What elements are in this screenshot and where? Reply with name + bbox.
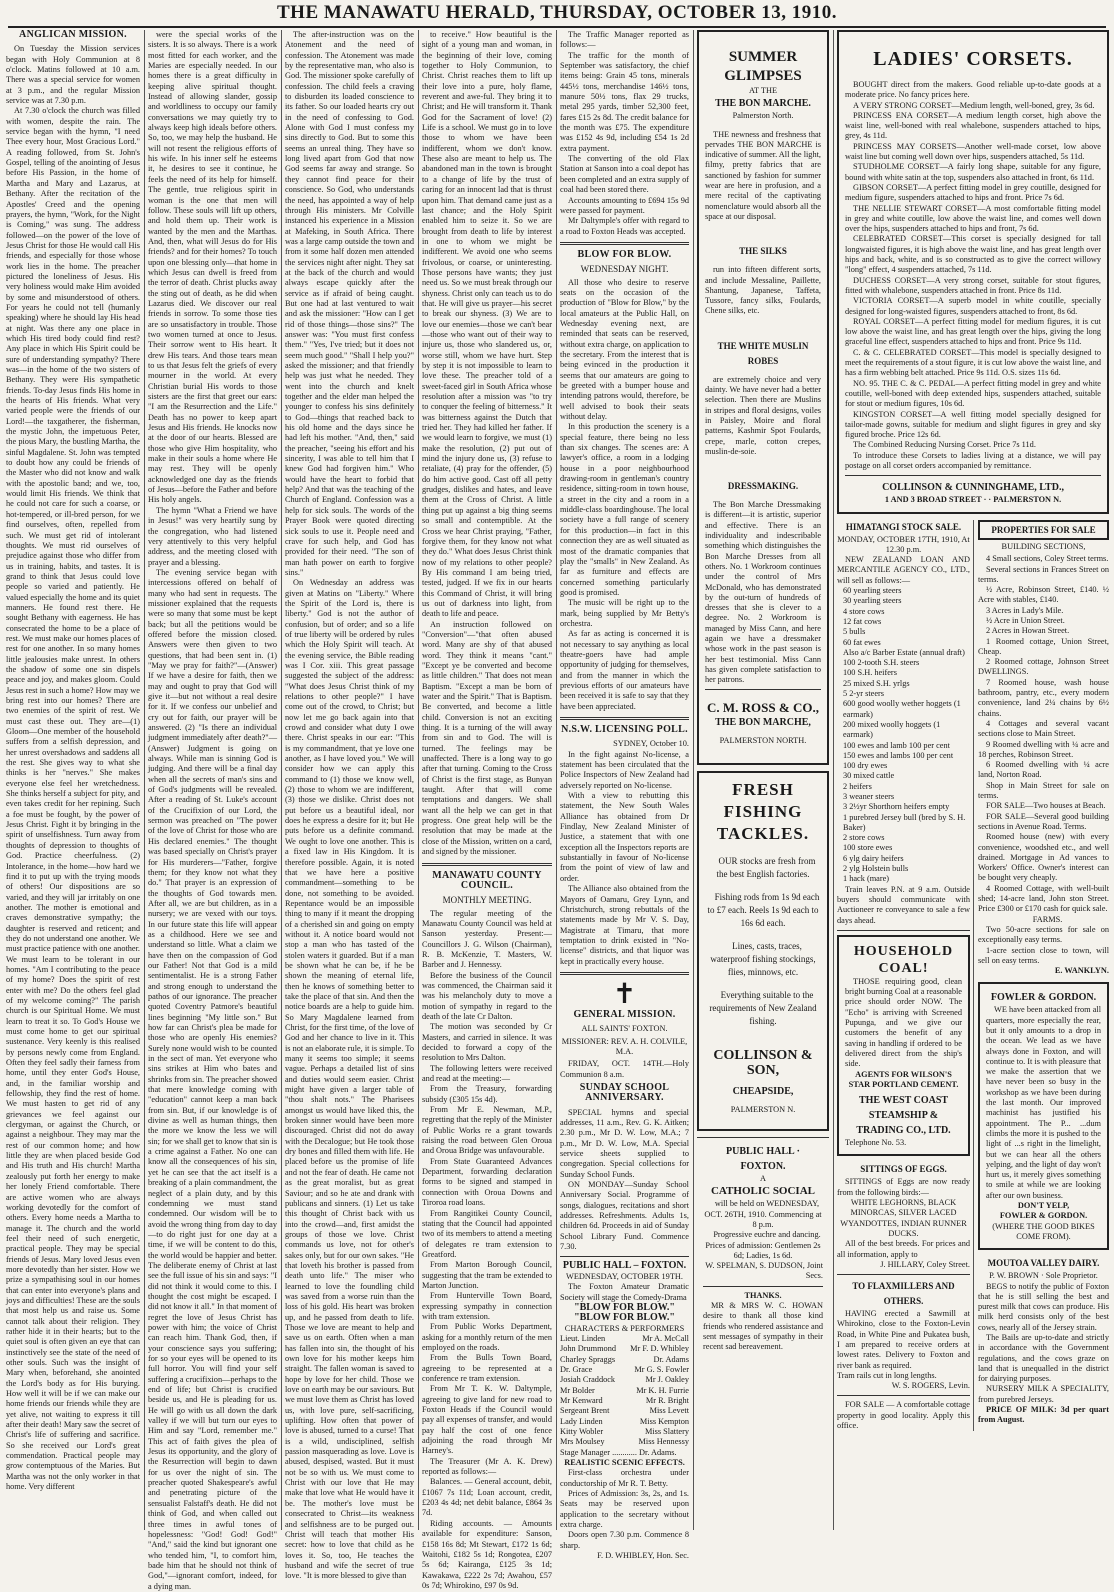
coal-title: HOUSEHOLD COAL! — [853, 943, 954, 976]
property-item: 7 Roomed house, wash house bathroom, pantry, etc., every modern convenience, land 2¼ chains by 6½ chains. — [978, 677, 1109, 718]
article-paragraph: An instruction followed on "Conversion"—"that often abused word. Many are shy of that abused word. They think it means "cant." "Except ye be converted and become as little children." That does not mean Baptism. "Except a man be born of water and the Spirit." That is Baptism. Be converted, and become a little child. Conversion is not an exciting thing. It is a turning of the will away from sin and to God. The will is turned. The feelings may be unaffected. There is a long way to go after that turning. Coming to the Cross of Christ is the first stage, as Bunyan taught. After that will come temptations and dangers. We shall want all the help we can get in that progress. One great help will be the resolution that may be made at the close of the Mission, written on a card, and signed by the missioner. — [422, 619, 552, 857]
column-3 — [285, 30, 414, 1581]
council-paragraph: From Mr T. K. W. Daltymple, agreeing to give land for new road to Foxton Heads if the Council would pay all expenses of transfer, and would pay half the cost of one fence adjoining the road through Mr Harney's. — [422, 1384, 552, 1456]
orchestra-note: First-class orchestra under conductorship of Mr R. T. Betty. — [560, 1468, 689, 1488]
council-paragraph: The following letters were received and read at the meeting:— — [422, 1063, 552, 1084]
corsets-footer: To introduce these Corsets to ladies living at a distance, we will pay postage on all corset orders accompanied by remittance. — [845, 450, 1101, 470]
properties-signature: E. WANKLYN. — [1054, 966, 1109, 976]
council-paragraph: From State Guaranteed Advances Department, forwarding declaration forms to be signed and stamped in connection with Oroua Downs and Tiroroa road loans. — [422, 1156, 552, 1208]
westcoast-name: THE WEST COAST STEAMSHIP & TRADING CO., LTD. — [856, 1095, 951, 1137]
property-item: 4 Roomed Cottage, with well-built shed; 14-acre land, John ston Street. Price £300 or £170 cash for quick sale. — [978, 883, 1109, 914]
catholic-social-ad — [697, 1137, 829, 1358]
lot-item: Also a/c Barber Estate (annual draft) — [843, 647, 965, 657]
nsw-paragraph: In the fight against No-license, a statement has been circulated that the Police Inspectors of New Zealand had adversely reported on No-license. — [560, 749, 689, 790]
play-title: "BLOW FOR BLOW." — [574, 1312, 675, 1324]
cast-role: Lady Linden — [560, 1416, 603, 1426]
lot-item: 5 2-yr steers — [843, 689, 885, 699]
council-paragraph: The regular meeting of the Manawatu County Council was held at Sanson yesterday. Present:—Councillors J. G. Wilson (Chairman), R. B. McKenzie, T. Masters, W. Barber and J. Hennessy. — [422, 908, 552, 970]
corset-item: STUDHOLME CORSET—A fairly long shape, suitable for any figure, bound with white satin at the top, suspenders also attached in front, 6s 11d. — [845, 162, 1101, 182]
muslin-text: are extremely choice and very dainty. We have never had a better selection. Then there are Muslins in stripes and floral designs, voiles in Paisley, Moire and floral patterns, Kashmir Spot Foulards, crepe, marle, cotton crepes, muslin-de-soie. — [705, 374, 821, 456]
secretary-signature: F. D. WHIBLEY, Hon. Sec. — [597, 1551, 689, 1561]
nsw-dateline: SYDNEY, October 10. — [613, 739, 689, 749]
council-paragraph: From Rangitikei County Council, stating that the Council had appointed two of its members to attend a meeting of delegates re tram extension to Greatford. — [422, 1208, 552, 1259]
ad-rule — [705, 689, 821, 690]
catholic-text: Progressive euchre and dancing. Prices of admission: Gentlemen 2s 6d; Ladies, 1s 6d. — [705, 1230, 821, 1260]
lot-item: 100 dry ewes — [843, 761, 888, 771]
cast-actor: Mr G. S. Fowler — [634, 1364, 689, 1374]
lot-item: 150 ewes and lambs 100 per cent — [843, 750, 954, 760]
property-item: 6 Roomed dwelling with ¼ acre land, Norton Road. — [978, 760, 1109, 780]
cast-role: Dr. Grace — [560, 1364, 593, 1374]
column-5 — [560, 30, 689, 1561]
cast-heading: CHARACTERS & PERFORMERS — [564, 1323, 685, 1333]
properties-subtitle: BUILDING SECTIONS, — [1001, 541, 1086, 551]
corset-item: CELEBRATED CORSET—This corset is specially designed for tall longwaisted figures, it is high above the waist line, and has great length over hips and back, white, and is so constructed as to give the correct willowy "long" effect, 4 suspenders attached, 7s 11d. — [845, 234, 1101, 275]
column-rule — [144, 30, 145, 1530]
article-paragraph: The after-instruction was on the Atonement and the need of confession. The Atonement was made by the representative man, who also is God. The missioner spoke carefully of confession. The child feels a craving to disburden its loaded conscience to its father. So our loaded hearts cry out in the need of confessing to God. Alone with God I must confess my sins directly to God. But to some this seems an unreal thing. They have so long lived apart from God that now God seems far away and strange. So they cannot find peace for their conscience. So God, who understands the need, has appointed a way of help through His ministers. Mr Colville instanced his experience in a Mission at Mafeking, in South Africa. There was a large camp outside the town and from it some half dozen men attended the services night after night. They sat at the back of the church and would always escape quickly after the service as if afraid of being caught. But one had at last ventured to wait and ask the missioner: "How can I get rid of those things—those sins?" The answer was: "You must first confess them." "Yes, I've tried; but it does not seem much good." "Shall I help you?" asked the missioner; and that friendly help was just what he needed. They went into the church and knelt together and the elder man helped the younger to confess his sins definitely to God—things that reached back to his old home and the days since he had left his mother. "And, then," said the preacher, "seeing his effort and his sincerity, I was able to tell him that I knew God had forgiven him." Who would have the heart to forbid that help? And that was the teaching of the Church of England. Confession was a help for sick souls. The words of the Prayer Book were quoted directing sick souls to use it. People need and crave for such help, and God has provided for their need. "The son of man hath power on earth to forgive sins." — [285, 30, 414, 577]
article-heading: ANGLICAN MISSION. — [19, 29, 127, 40]
ross-store: THE BON MARCHE, — [715, 717, 811, 729]
council-paragraph: From Public Works Department, asking for a monthly return of the men employed on the roads. — [422, 1322, 552, 1352]
summer-at: AT THE — [748, 86, 778, 95]
himatangi-text: NEW ZEALAND LOAN AND MERCANTILE AGENCY CO., LTD., will sell as follows:— — [837, 555, 970, 585]
cast-role: Kitty Wobler — [560, 1426, 604, 1436]
section-rule — [560, 972, 689, 975]
fowler-ad — [978, 982, 1109, 1250]
council-paragraph: Balances. — General account, debit, £1067 7s 11d; Loan account, credit, £203 4s 4d; net debit balance, £864 3s 7d. — [422, 1477, 552, 1518]
article-paragraph: The hymn "What a Friend we have in Jesus!" was very heartily sung by the congregation, who had listened very attentively to this very helpful address, and the meeting closed with prayer and a blessing. — [148, 505, 277, 567]
corsets-ad — [837, 30, 1109, 514]
article-paragraph: were the special works of the sisters. It is so always. There is a work most fitted for each worker, and the Maries are especially needed. In our homes there is a great difficulty in keeping alive spiritual thought. Instead of allowing slander, gossip and worldliness to occupy our family conversations we may quietly try to always keep high ideals before others. So, too, we may help the husband. He will not resent the religious efforts of his wife. In his inner self he esteems it, he desires to see it continue, he feels the need of its help for himself. The gentle, true religious spirit in woman is the one that men will follow. These souls will lift up others, and hold them up. Their work is wanted by the men and the Marthas. And, then, what will Jesus do for His friends? and for their homes? To touch upon one blessing only—that home in which Jesus can dwell is freed from the terror of death. Christ plucks away the sting out of death, as he did when Lazarus died. We discover our real friends in sorrow. To some those ties are so unsatisfactory in trouble. Those two women turned at once to Jesus. Their sorrow went to His heart. It drew His tears. And those tears mean to us that Jesus felt the griefs of every mourner in the world. At every Christian burial His words to those sisters are the first that greet our ears: "I am the Resurrection and the Life." Death has no power to keep apart Jesus and His friends. He knocks now at the door of our hearts. Blessed are those who give Him hospitality, who make in their souls a home where He may rest. They will be openly acknowledged one day as the friends of Jesus—before the Father and before His holy angels. — [148, 30, 277, 505]
property-item: 2 Roomed cottage, Johnson Street DWELLINGS. — [978, 657, 1109, 677]
property-item: FOR SALE—Two houses at Beach. — [986, 801, 1106, 811]
lot-item: 3 weaner steers — [843, 792, 895, 801]
section-rule — [422, 863, 552, 866]
cast-actor: Miss Hennessy — [638, 1437, 689, 1447]
corsets-title: LADIES' CORSETS. — [873, 48, 1073, 70]
council-paragraph: From the Bulls Town Board, agreeing to be represented at a conference re tram extension. — [422, 1353, 552, 1383]
lot-item: 12 fat cows — [843, 616, 882, 626]
cast-row — [560, 1427, 689, 1437]
fishing-tackle-ad — [697, 771, 829, 1131]
section-rule — [560, 242, 689, 245]
ad-rule — [845, 475, 1101, 476]
summer-location: Palmerston North. — [732, 111, 794, 121]
properties-title: PROPERTIES FOR SALE — [978, 520, 1109, 540]
column-rule — [281, 30, 282, 1530]
fishing-title: FRESH FISHING TACKLES. — [716, 779, 810, 843]
stage-manager: Stage Manager ............ Dr. Adams. — [560, 1447, 677, 1457]
column-rule — [833, 30, 834, 1530]
ad-rule — [837, 1274, 970, 1275]
cast-row — [560, 1334, 689, 1344]
cast-list — [560, 1334, 689, 1448]
corset-item: GIBSON CORSET—A perfect fitting model in grey coutille, designed for medium figure, suspenders attached to hips and front. Price 7s 6d. — [845, 182, 1101, 203]
nsw-paragraph: The Alliance also obtained from the Mayors of Oamaru, Grey Lynn, and Christchurch, strong rebuttals of the statements made by Mr V. S. Day, Magistrate at Timaru, that more temptation to drink existed in "No-license" districts, and that liquor was kept in practically every house. — [560, 884, 689, 966]
blow-paragraph: As far as acting is concerned it is not necessary to say anything as local theatre-goers have had ample opportunity of judging for themselves, and from the manner in which the previous efforts of our amateurs have been received it is safe to say that they have been appreciated. — [560, 629, 689, 711]
ad-rule — [703, 1286, 823, 1287]
property-item: ½ Acre in Union Street. — [986, 616, 1065, 625]
thanks-text: MR & MRS W. C. HOWAN desire to thank all those kind friends who rendered assistance and sent messages of sympathy in their recent sad bereavement. — [703, 1301, 823, 1352]
article-paragraph: The Traffic Manager reported as follows:— — [560, 30, 689, 50]
fowler-title: FOWLER & GORDON. — [990, 992, 1097, 1004]
cast-actor: Mr J. Oakley — [645, 1375, 689, 1385]
cast-row — [560, 1437, 689, 1447]
property-item: Several sections in Frances Street on terms. — [978, 564, 1109, 584]
himatangi-ad — [837, 520, 974, 1432]
properties-ad — [978, 520, 1109, 1432]
masthead-rule — [8, 26, 1106, 28]
catholic-a: A — [760, 1174, 766, 1184]
article-paragraph: At 7.30 o'clock the church was filled with women, despite the rain. The service began with the hymn, "I need Thee every hour, Most Gracious Lord." A reading followed, from St. John's Gospel, telling of the anointing of Jesus before His Passion, in the home of Martha and Mary and Lazarus, at Bethany. After the recitation of the Apostles' Creed and the opening prayers, the hymn, "Work, for the Night is Coming," was sung. The address followed—on the power of the love of Jesus Christ for those He would call His friends, and especially for those whose work lies in the home. The preacher pictured the loneliness of Jesus. His very holiness would make Him avoided by some and misunderstood of others. For years he could not tell (humanly speaking) where he should lay His head at night. Was there any one place in which His tired body could find rest? Any place in which His Spirit could be sure of understanding sympathy? There was—in the home of the two sisters of Bethany. They were His sympathetic friends. To-day Jesus finds His home in the hearts of His friends. What very varied people were the friends of our Lord!—the taxgatherer, the fisherman, the mystic John, the impetuous Peter, the pious Mary, the bustling Martha, the sinful Magdalene. St. John was tempted to doubt how any could be friends of the Master who did not know and walk with the apostolic band; and we, too, would limit His friends. We think that he could not care for such a coarse, or hot-tempered, or ill-bred person, for we find ourselves, often, repelled from such. We must get rid of intolerant thoughts. We must rid ourselves of prejudice against those who differ from us in training, habits, and tastes. It is grand to think that Jesus could love people so varied and patiently. He valued especially the home and its quiet manners. He found rest there. He sought Bethany with eagerness. He has consecrated the home to be a place of rest. We must make our homes places of rest for one another. In so many homes little jealousies make unrest. In others the shadow of some one sin dispels peace and joy, and makes gloom. Could Jesus rest in such a home? How may we bring rest into our homes? There are two enemies of the spirit of rest. We must cast these out. They are—(1) Gloom—One member of the household suffers from a selfish depression, and her unrest overshadows and saddens all the rest. She gives way to what she thinks is her "nerves." She makes everyone else feel her wretchedness. She thinks herself a subject for pity, and even takes credit for her repining. Such a foe must be fought, by the power of Jesus Christ. Fight it by bringing in the spirit of unselfishness. Turn away from thoughts of depression to thoughts of God. Practice cheerfulness. (2) Intolerance, in the home—how hard we find it to put up with the trying moods of others! Our dispositions are so varied, and they will jar irritably on one another. The mother is emotional and craves demonstrative sympathy; the daughter is reserved and reticent; and they do not understand one another. We must practice patience with one another. We must learn to be tolerant in our homes. "Am I contributing to the peace of my home? Does the spirit of rest enter with me? Do the others feel glad of my welcome coming?" The parish church is our Spiritual Home. We must learn to treat it so. To God's House we must come home to get our spiritual sustenance. Very keenly is this realised by persons newly come from England. Often they feel sadly their farness from home, until they enter God's House, and, in the familiar worship and fellowship, they find the rest of home. We must hasten to get rid of any grievances we feel against our clergyman, or against the Church, or against a neighbour. They may mar the rest of our common home; and how little they are when placed beside God and His truth and His church! Martha zealously put forth her energy to make her lonely Friend comfortable. There are active women who are always working devotedly for the comfort of others. Every home needs a Martha to manage it. The church and the world feel their need of such energetic, practical people. They may be special friends of Jesus. Mary loved Jesus even more devotedly than her sister. How we prize a sympathising soul in our homes that can enter into everyone's plans and joys and difficulties! These are the souls that most help us and raise us. Some cannot talk about their religion. They rather hide it in their hearts; but to the quiet soul is often given an eye that can instinctively see the state of the need of other souls. Such was the insight of Mary when, beforehand, she anointed the Lord's body as for His burying. How well it will be if we can make our home friends our friends while they are yet alive, not waiting to express it till after their death! Mary saw the secret of Christ's life of suffering and sacrifice. So she received our Lord's great commendation. Practical people may grow contemptuous of the Maries. But Martha was not the only worker in that home. Very different — [6, 106, 140, 1492]
column-rule — [556, 30, 557, 1530]
catholic-hall: PUBLIC HALL · FOXTON. — [726, 1146, 800, 1173]
property-item: ½ Acre, Robinson Street, £140. ½ Acre with stables, £140. — [978, 585, 1109, 605]
coal-ad — [837, 935, 970, 1157]
cast-actor: Mr A. McCall — [642, 1333, 689, 1343]
lot-item: 4 store cows — [843, 606, 885, 616]
cast-role: Mr Bolder — [560, 1385, 595, 1395]
property-item: 9 Roomed dwelling with ¼ acre and 18 perches, Robinson Street. — [978, 739, 1109, 759]
collinson-name: COLLINSON & SON, — [713, 1047, 813, 1078]
sunday-school-heading: SUNDAY SCHOOL ANNIVERSARY. — [579, 1081, 670, 1104]
catholic-when: will be held on WEDNESDAY, OCT. 26TH, 1910. Commencing at 8 p.m. — [704, 1199, 822, 1229]
ad-rule — [837, 930, 970, 931]
moutoa-nursery: NURSERY MILK A SPECIALITY, from purebred Jerseys. — [978, 1384, 1109, 1404]
nsw-paragraph: With a view to rebutting this statement, the New South Wales Alliance has obtained from Dr Findlay, New Zealand Minister of Justice, a statement that with one exception all the Inspectors reports are substantially in favour of No-license from the point of view of law and order. — [560, 791, 689, 883]
column-7-ads — [837, 30, 1109, 1530]
council-paragraph: The motion was seconded by Cr Masters, and carried in silence. It was decided to forward a copy of the resolution to Mrs Dalton. — [422, 1022, 552, 1063]
blow-paragraph: All those who desire to reserve seats on the occasion of the production of "Blow for Blow," by the local amateurs at the Public Hall, on Wednesday evening next, are reminded that seats can be reserved, without extra charge, on application to the secretary. From the interest that is being evinced in the production it seems that our amateurs are going to be greeted with a bumper house and intending patrons would, therefore, be well advised to book their seats without delay. — [560, 277, 689, 422]
properties-list — [978, 554, 1109, 966]
corset-item: VICTORIA CORSET—A superb model in white coutille, specially designed for long-waisted figures, suspenders attached to front, 8s 6d. — [845, 296, 1101, 316]
catholic-social-title: CATHOLIC SOCIAL — [710, 1185, 815, 1198]
lot-item: 100 ewes and lamb 100 per cent — [843, 740, 950, 750]
lot-item: 3 2½yr Shorthorn heifers empty — [843, 802, 950, 812]
nsw-heading: N.S.W. LICENSING POLL. — [561, 724, 688, 735]
flaxmillers-signature: W. S. ROGERS, Levin. — [891, 1381, 970, 1391]
article-paragraph: Accounts amounting to £694 15s 9d were passed for payment. — [560, 195, 689, 215]
lot-item: 100 store ewes — [843, 843, 893, 853]
corsets-intro: BOUGHT direct from the makers. Good reliable up-to-date goods at a moderate price. No fancy prices here. — [845, 80, 1101, 100]
cast-row — [560, 1344, 689, 1354]
himatangi-title: HIMATANGI STOCK SALE. — [845, 521, 962, 532]
council-paragraph: From Mr E. Newman, M.P., regretting that the reply of the Minister of Public Works re a grant towards raising the road between Glen Oroua and Oroua Bridge was unfavourable. — [422, 1105, 552, 1156]
admission-prices: Prices of Admission: 3s, 2s, and 1s. Seats may be reserved upon application to the secretary without extra charge. — [560, 1489, 689, 1530]
column-rule — [418, 30, 419, 1530]
eggs-title: SITTINGS OF EGGS. — [860, 1164, 947, 1175]
cast-role: Mrs Moulsey — [560, 1437, 605, 1447]
property-item: FOR SALE—Several good building sections in Avenue Road. Terms. — [978, 811, 1109, 831]
fowler-text: WE have been attacked from all quarters, more especially the rear, but it only amounts to a drop in the ocean. We lead as we have always done in Foxton, and will continue to. It is with pleasure that we make the assertion that we have never been so busy in the workshop as we have been during the last month. Our improved machinist has justified his appointment. The P... ...dum climbs the more it is pushed to the light of ...s right in the limelight, but we can hear all the others yelping, and the light of day won't hurt us, it merely gives something to smile at while we are looking after our own business. — [986, 1005, 1101, 1200]
property-item: 4 Small sections, Coley Street terms. — [986, 554, 1109, 564]
dressmaking-heading: DRESSMAKING. — [727, 481, 799, 492]
property-item: Shop in Main Street for sale on terms. — [978, 780, 1109, 801]
council-paragraph: Before the business of the Council was commenced, the Chairman said it was his melancholy duty to move a motion of sympathy in regard to the death of the late Cr Dalton. — [422, 970, 552, 1021]
lot-item: 200 mixed woolly hoggets (1 earmark) — [843, 719, 941, 740]
lot-item: 60 yearling steers — [843, 586, 902, 596]
council-paragraph: From the Treasury, forwarding subsidy (£305 15s 4d). — [422, 1084, 552, 1104]
lot-item: 2 heifers — [843, 781, 872, 791]
cast-role: Charley Spraggs — [560, 1354, 616, 1364]
coal-text: THOSE requiring good, clean bright burning Coal at a reasonable price should order NOW. The "Echo" is arriving with Screened Pupunga, and we give our customers the benefit of any saving in handling if ordered to be delivered direct from the ship's side. — [845, 976, 962, 1069]
fishing-rods: Fishing rods from 1s 9d each to £7 each. Reels 1s 9d each to 16s 6d each. — [707, 891, 820, 928]
column-rule — [693, 30, 694, 1530]
public-hall-text: The Foxton Amateur Dramatic Society will stage the Comedy-Drama — [560, 1282, 689, 1302]
property-item: 1 Roomed cottage, Union Street, Cheap. — [978, 636, 1109, 656]
lot-item: 1 purebred Jersey bull (bred by S. H. Baker) — [843, 812, 966, 832]
eggs-footer: All of the best breeds. For prices and all information, apply to — [837, 1239, 970, 1259]
collinson-location: PALMERSTON N. — [730, 1104, 796, 1114]
silks-text: run into fifteen different sorts, and include Messaline, Paillette, Shantung, Japanese, Taffeta, Tussore, fancy silks, Foulards, Chene silks, etc. — [705, 265, 821, 316]
article-paragraph: to receive." How beautiful is the sight of a young man and woman, in the beginning of their love, coming together to Holy Communion, to Christ. Christ reaches them to lift up their love into a pure, holy flame, reverent and awe-ful. They bring it to Christ; and He will transform it. Thank God for the Sacrament of love! (2) Life is a school. We must go in to love those to whom we have been indifferent, whom we don't know. These also are meant to help us. The abandoned man in the town is brought to a change of life by the trust of caring for an innocent lad that is thrust upon him. That demand came just as a last chance; and the Holy Spirit enabled him to seize it. So we are brought from death to life by interest in one to whom we might be indifferent. We avoid one who seems frivolous, or coarse, or uninteresting. Those persons have wants; they just need us. So we must break through our shyness. Christ only can teach us to do that. He will give us prayer—his secret to break our shyness. (3) We are to love our enemies—those we can't bear—those who want out of their way to injure us, those who slandered us, or, worse still, whom we have hurt. Step by step it is not impossible to learn to love these. The preacher told of a sweet-faced girl in South Africa whose resolution after a mission was "to try to conquer the feeling of bitterness." It was bitterness against the Dutch that tried her. They had killed her father. If we would learn to forgive, we must (1) make the resolution, (2) put out of mind the injury done us, (3) refuse to retaliate, (4) pray for the offender, (5) do him active good. Cast off all petty grudges, dislikes and hates, and leave them at the Cross of Christ. A little thing put up against a big thing seems so small and contemptible. At the Cross we hear Christ praying, "Father, forgive them, for they know not what they do." What does Jesus Christ think now of my relations to other people? By His command I am being tried, tested, judged. If we fix in our hearts this Command of Christ, it will bring us out of darkness into light, from death to life and peace. — [422, 30, 552, 619]
column-4 — [422, 30, 552, 1590]
collinson-street: CHEAPSIDE, — [732, 1085, 794, 1097]
property-item: 1-acre section close to town, will sell on easy terms. — [978, 945, 1109, 965]
thanks-heading: THANKS. — [744, 1290, 782, 1300]
fishing-text: OUR stocks are fresh from the best English factories. — [716, 855, 816, 879]
mission-heading: GENERAL MISSION. — [573, 1008, 676, 1020]
fowler-signature: FOWLER & GORDON. — [999, 1211, 1088, 1221]
himatangi-footer: Train leaves P.N. at 9 a.m. Outside buyers should communicate with Auctioneer re conveyance to sale a few days ahead. — [837, 884, 970, 925]
himatangi-date: MONDAY, OCTOBER 17TH, 1910, At 12.30 p.m. — [837, 534, 970, 554]
cast-role: Josiah Craddock — [560, 1375, 616, 1385]
cast-actor: Dr. Adams — [653, 1354, 689, 1364]
blow-subheading: WEDNESDAY NIGHT. — [580, 264, 669, 275]
westcoast-telephone: Telephone No. 53. — [845, 1138, 907, 1148]
scenic-effects: REALISTIC SCENIC EFFECTS. — [564, 1458, 685, 1467]
summer-title: SUMMER GLIMPSES — [724, 49, 802, 84]
lot-item: 1 hack (mare) — [843, 874, 890, 884]
eggs-text: SITTINGS of Eggs are now ready from the following birds:— — [837, 1177, 970, 1197]
masthead: THE MANAWATU HERALD, THURSDAY, OCTOBER 13, 1910. — [277, 2, 837, 23]
lot-item: 600 good woolly wether hoggets (1 earmark) — [843, 699, 961, 719]
blow-paragraph: In this production the scenery is a special feature, there being no less than six changes. The scenes are: A lawyer's office, a room in a lodging house in a poor neighbourhood drawing-room in gentleman's country residence, sitting-room in town house, a street in the city and a room in a middle-class boardinghouse. The local society have a full range of scenery for this production—in fact in this connection they are as well situated as most of the dramatic companies that play the "smalls" in New Zealand. As far as furniture and effects are concerned something particularly good is promised. — [560, 422, 689, 597]
column-6-ads — [697, 30, 829, 1530]
cast-role: John Drummond — [560, 1344, 617, 1354]
flaxmillers-title: TO FLAXMILLERS AND OTHERS. — [852, 1281, 955, 1307]
cast-row — [560, 1417, 689, 1427]
cross-icon: ✝ — [612, 978, 637, 1010]
corsets-list — [845, 101, 1101, 451]
cast-row — [560, 1375, 689, 1385]
council-subheading: MONTHLY MEETING. — [442, 895, 532, 906]
article-paragraph: Mr Daltymple's offer with regard to a road to Foxton Heads was accepted. — [560, 216, 689, 236]
flaxmillers-text: HAVING erected a Sawmill at Whirokino, close to the Foxton-Levin Road, in White Pine and Pukatea bush, I am prepared to receive orders at lowest rates. Delivery to Foxton and river bank as required. — [837, 1309, 970, 1370]
play-title: "BLOW FOR BLOW." — [574, 1301, 675, 1313]
lot-item: 2 store cows — [843, 833, 885, 843]
fowler-yelp: DON'T YELP, — [1017, 1201, 1070, 1211]
mission-text: FRIDAY, OCT. 14TH.—Holy Communion 8 a.m. — [560, 1059, 689, 1079]
lot-item: 2 ylg Holstein bulls — [843, 864, 909, 874]
catholic-secs: W. SPELMAN, S. DUDSON, Joint Secs. — [705, 1261, 823, 1281]
cast-row — [560, 1406, 689, 1416]
property-item: 2 Acres in Howan Street. — [986, 626, 1070, 636]
council-paragraph: From Hunterville Town Board, expressing sympathy in connection with tram extension. — [422, 1291, 552, 1321]
column-2 — [148, 30, 277, 1591]
property-item: 3 Acres in Lady's Mile. — [986, 605, 1064, 615]
lot-item: 5 bulls — [843, 627, 866, 637]
property-item: Roomed house (new) with every convenience, woodshed etc., and well drained. Mortgage in Ad vances to Workers' Office. Owner's interest can be bought very cheaply. — [978, 832, 1109, 883]
moutoa-text-2: The Bails are up-to-date and strictly in accordance with the Government regulations, and the cows graze on land that is unequalled in the district for dairying purposes. — [978, 1333, 1109, 1384]
corset-item: NO. 95. THE C. & C. PEDAL—A perfect fitting model in grey and white coutille, well-boned with deep extended hips, suspenders attached, suitable for stout or medium figures, 10s 6d. — [845, 378, 1101, 409]
article-paragraph: On Wednesday an address was given at Matins on "Liberty." Where the Spirit of the Lord is, there is liberty." God is not the author of confusion, but of order; and so a life of true liberty will be ordered by rules which the Holy Spirit will teach. At the evening service, the Bible reading was I Cor. xiii. This great passage suggested the subject of the address: "What does Jesus Christ think of my relations to other people?" I have come out of the crowd, to Christ; but now let me go back again into that crowd and consider what duty I owe there. Christ speaks in our ear: "This is my commandment, that ye love one another, as I have loved you." We will consider how we can apply this command to (1) those we know well, (2) those to whom we are indifferent, (3) those we dislike. Christ does not put before us a beautiful ideal, nor does he express a desire for it; but He puts before us a definite command. We ought to love one another. This is a fixed law in His Kingdom. It is therefore possible. Again, it is noted that we have here a positive commandment—something to be done, not something to be avoided. Repentance would be an impossible thing to many if it meant the dropping of a cherished sin and going on empty without it. A notice board would not stop a man who has tasted of the stolen waters it guarded. But if a man be shown what he can be, if he be shown the meaning of eternal life, then he knows of something better to take the place of that sin. And then the notice boards are a help to guide him. So Mary Magdalene learned from Christ, for the first time, of the love of God and her chance to live in it. This is not an elaborate rule, it is simple. To many it seems too simple; it seems vague. Perhaps a detailed list of sins and duties would seem easier. Christ might have given a larger table of "thou shalt nots." The Pharisees amongst us would have liked this, the broken sinner would have been more discouraged. Christ did not do away with the Decalogue; but He took those dry bones and filled them with life. He placed before us the promise of life and not the fear of death. He came not as the great moralist, but as great Saviour; and so he ate and drank with publicans and sinners. (1) Let us take this thought of Christ back with us into the crowd—and, first amidst the groups of those we love. Christ commands us love, not for other's sakes only, but for our own sakes. "He that loveth his brother is passed from death unto life." The miser who learned to love the foundling child was saved from a worse ruin than the loss of his gold. His heart was broken up, and he passed from death to life. Those we love are meant to help and save us on earth. Often when a man has fallen into sin, the thought of his own love for his mother keeps him straight. The fallen woman is saved to hope by love for her child. Those we love on earth may be our saviours. But we must love them as Christ has loved us, with love pure, self-sacrificing, uplifting. How often that power of love is abused, turned to a curse! That is a wild, undisciplined, selfish passion masquerading as love. Love is abused, despised, wasted. But it must not be so with us. We must come to Christ with our love that He may make that love what He would have it be. The mother's love must be consecrated to Christ—its weakness and selfishness are to be purged out. Christ will teach that mother His secret: how to love that child as he loves it. So, too, He teaches the husband and wife the secret of true love. "It is more blessed to give than — [285, 578, 414, 1581]
council-paragraph: The Treasurer (Mr A. K. Drew) reported as follows:— — [422, 1456, 552, 1477]
lot-item: 100 2-tooth S.H. steers — [843, 658, 920, 668]
cast-actor: Mr K. H. Furrie — [636, 1385, 689, 1395]
lot-item: 60 fat ewes — [843, 637, 881, 647]
lot-item: 6 ylg dairy heifers — [843, 853, 904, 863]
ross-location: PALMERSTON NORTH. — [719, 736, 807, 746]
cast-actor: Mr F. D. Whibley — [630, 1344, 689, 1354]
corset-item: The Combined Reducing Nursing Corset. Price 7s 11d. — [853, 440, 1036, 450]
moutoa-price: PRICE OF MILK: 3d per quart from August. — [978, 1405, 1109, 1425]
silks-heading: THE SILKS — [739, 246, 787, 257]
eggs-signature: J. HILLARY, Coley Street. — [880, 1259, 970, 1269]
council-heading: MANAWATU COUNTY COUNCIL. — [432, 869, 542, 891]
cast-role: Lieut. Linden — [560, 1333, 606, 1343]
corset-item: PRINCESS MAY CORSETS—Another well-made corset, low above waist line but coming well down over hips, suspenders attached, 5s 11d. — [845, 141, 1101, 162]
cast-actor: Miss Levett — [649, 1406, 689, 1416]
flaxmillers-tram: Tram rails cut in long lengths. — [837, 1370, 937, 1380]
ad-rule — [837, 1395, 970, 1396]
property-item: 4 Cottages and several vacant sections close to Main Street. — [978, 718, 1109, 739]
fishing-lines: Lines, casts, traces, waterproof fishing stockings, flies, minnows, etc. — [710, 940, 816, 977]
section-rule — [560, 717, 689, 720]
muslin-heading: THE WHITE MUSLIN ROBES — [717, 340, 809, 366]
sunday-school-monday: ON MONDAY—Sunday School Anniversary Social. Programme of songs, dialogues, recitations and short addresses. Refreshments. Adults 1s, children 6d. Proceeds in aid of Sunday School Library Fund. Commence 7.30. — [560, 1180, 689, 1252]
cast-role: Mr Kenward — [560, 1395, 603, 1405]
moutoa-text: BEGS to notify the public of Foxton that he is still selling the best and purest milk that cows can produce. His milk herd consists only of the best cows, nearly all of the Jersey strain. — [978, 1281, 1109, 1332]
property-item: Two 50-acre sections for sale on exceptionally easy terms. — [978, 924, 1109, 945]
cast-row — [560, 1365, 689, 1375]
cast-row — [560, 1386, 689, 1396]
moutoa-proprietor: P. W. BROWN · Sole Proprietor. — [989, 1271, 1098, 1281]
fowler-footer: (WHERE THE GOOD BIKES COME FROM). — [992, 1221, 1095, 1241]
property-item: FARMS. — [1032, 914, 1063, 924]
bon-marche-ad — [697, 30, 829, 765]
corset-item: KINGSTON CORSET—A well fitting model specially designed for tailor-made gowns, suitable for medium and slight figures in grey and sky figured broche. Price 12s 6d. — [845, 409, 1101, 440]
for-sale-text: FOR SALE — A comfortable cottage property in good locality. Apply this office. — [837, 1400, 970, 1431]
fishing-everything: Everything suitable to the requirements of New Zealand fishing. — [709, 989, 817, 1026]
summer-text: THE newness and freshness that pervades THE BON MARCHE is indicative of summer. All the light, filmy, pretty fabrics that are sanctioned by fashion for summer wear are here in profusion, and a mere recital of the captivating nomenclature would absorb all the space at our disposal. — [705, 129, 821, 221]
council-paragraph: From Marton Borough Council, suggesting that the tram be extended to Marton Junction. — [422, 1260, 552, 1290]
lot-item: 25 mixed S.H. yrlgs — [843, 678, 910, 688]
public-hall-heading: PUBLIC HALL – FOXTON. — [562, 1260, 687, 1272]
cast-actor: Miss Kempton — [639, 1416, 689, 1426]
coal-agents: AGENTS FOR WILSON'S STAR PORTLAND CEMENT. — [848, 1069, 959, 1089]
ross-name: C. M. ROSS & CO., — [707, 700, 819, 716]
moutoa-title: MOUTOA VALLEY DAIRY. — [987, 1258, 1100, 1269]
eggs-breeds: WHITE LEGHORNS, BLACK MINORCAS, SILVER LACED WYANDOTTES, INDIAN RUNNER DUCKS. — [840, 1198, 967, 1238]
mission-missioner: MISSIONER: REV. A. H. COLVILE, M.A. — [561, 1036, 688, 1056]
article-paragraph: On Tuesday the Mission services began with Holy Communion at 8 o'clock. Matins followed at 10 a.m. There was a special service for women at 3 p.m., and the regular Mission service was at 7.30 p.m. — [6, 44, 140, 106]
blow-paragraph: The music will be right up to the mark, being supplied by Mr Betty's orchestra. — [560, 598, 689, 628]
cast-actor: Miss Slattery — [644, 1426, 689, 1436]
cc-address: 1 AND 3 BROAD STREET · · PALMERSTON N. — [884, 495, 1062, 505]
lot-item: 30 mixed cattle — [843, 771, 895, 781]
lot-item: 100 S.H. heifers — [843, 668, 897, 678]
sunday-school-text: SPECIAL hymns and special addresses, 11 a.m., Rev. G. K. Aitken; 2.30 p.m., Mr D. W. Low, M.A.; 7 p.m., Mr D. W. Low, M.A. Special service sheets supplied to congregation. Special collections for Sunday School Funds. — [560, 1107, 689, 1179]
corset-item: ROYAL CORSET—A perfect fitting model for medium figures, it is cut low above the waist line, and has great length over the hips, giving the long graceful line effect, suspenders attached to hips and front. Price 9s 11d. — [845, 316, 1101, 347]
cast-row — [560, 1355, 689, 1365]
stock-and-property-row — [837, 520, 1109, 1432]
cast-role: Sergeant Brent — [560, 1406, 610, 1416]
council-paragraph: Riding accounts. — Amounts available for expenditure: Sanson, £158 16s 8d; Mt Stewart, £172 1s 6d; Waitohi, £182 5s 1d; Rongotea, £207 5s 6d; Kairanga, £125 3s 1d; Kawakawa, £222 2s 7d; Awahou, £57 0s 7d; Whirokino, £97 0s 9d. — [422, 1518, 552, 1590]
article-paragraph: The traffic for the month of September was satisfactory, the chief items being: Grain 45 tons, minerals 445½ tons, merchandise 146½ tons, manure 50½ tons, flax 29 trucks, metal 295 yards, timber 52,300 feet, fares £15 2s 8d. The credit balance for the month was £75. The expenditure was £152 4s 9d, including £54 1s 2d extra payment. — [560, 50, 689, 153]
article-paragraph: The evening service began with intercessions offered on behalf of many who had sent in requests. The missioner explained that the requests were so many that some must be kept back; but all the petitions would be offered before the mission closed. Answers were then given to two questions, that had been sent in. (1) "May we pray for faith?"—(Answer) If we have a desire for faith, then we may and ought to pray that God will give it—but not without a real desire for it. If we confess our unbelief and cry out for faith, our prayer will be answered. (2) "Is there an individual judgment immediately after death?"—(Answer) Judgment is going on always. While man is sinning God is judging. And there will be a final day when all the secrets of man's sins and of God's judgments will be revealed. After a reading of St. Luke's account of the Crucifixion of our Lord, the sermon was preached on "The power of the love of Christ for those who are His declared enemies." The thought was based specially on Christ's prayer for His murderers—"Father, forgive them; for they know not what they do." That prayer is an expression of the thoughts of God towards men. After all, we are but children, as in a nursery; we are vexed with our toys. In our future state this life will appear as a childhood. Here we see and understand so little. What a claim we have then on the compassion of God our Father! Not that God is a mild sentimentalist. He is a strong Father and strong enough to understand the pathos of our ignorance. The preacher quoted Coventry Patmore's beautiful lines beginning "My little son." But how far can Christ's plea be made for those who are openly His enemies? Surely none would wish to be counted in the sect of man. Yet everyone who sins strikes at Him who bates and shrinks from sin. The preacher showed that mere knowledge coming with "education" cannot keep a man back from sin. But, if our knowledge is of divine as well as human things, then the more we know the less we will sin; for we shall get to know that sin is a crime against a Father. No one can know all the consequences of his sin, yet he can see that the act itself is a breaking of a plain commandment, the neglect of a plain duty, and by this condemning we must stand condemned. Our wisdom will be to avoid the wrong thing from day to day—to do right just for one day at a time, if we will be content to do this, the world would be happier and better. The deliberate enemy of Christ at last see the full issue of his sin and says: "I did not think it would come to this. I thought the cost might be escaped. I did not know it all." In that moment of regret the love of Jesus Christ has power with him; the voice of Christ can reach him. Thank God, then, if your conscience says you suffering; for so your eyes will be opened to its full horror. You will find your self suffering a crucifixion—perhaps to the end of life; but Christ is crucified beside us, and He is pleading for us. He will go with us all down the dark valley if we will but turn our eyes to Him and say "Lord, remember me." This act of faith gives the plea of Jesus its opportunity, and the glory of the Resurrection will begin to dawn for us over the night of sin. The preacher quoted Shakespeare's awful and penetrating picture of the sensualist Falstaff's death. He did not think of God, and when called out three times in awful tones of hopelessness: "God! God! God!" "And," said the kind but ignorant one who tended him, "I, to comfort him, bade him that he should not think of God,"—ignorant comfort, indeed, for a dying man. — [148, 567, 277, 1591]
public-hall-date: WEDNESDAY, OCTOBER 19TH. — [566, 1271, 683, 1281]
summer-store: THE BON MARCHE. — [715, 98, 811, 110]
column-1 — [6, 30, 140, 1530]
doors-note: Doors open 7.30 p.m. Commence 8 sharp. — [560, 1530, 689, 1550]
dressmaking-text: The Bon Marche Dressmaking is different—it is artistic, superior and effective. There is an individuality and indescribable something which distinguishes the Bon Marche Dresses from all others. No. 1 Workroom continues under the control of Mrs McDonald, who has demonstrated by the out-turn of hundreds of dresses that she is clever to a degree. No. 2 Workroom is managed by Miss Cann, and here again we have a dressmaker whose work in the past season is her best testimonial. Miss Cann has given complete satisfaction to her patrons. — [705, 500, 821, 685]
cast-actor: Mr R. Bright — [645, 1395, 689, 1405]
blow-heading: BLOW FOR BLOW. — [577, 248, 672, 260]
cc-name: COLLINSON & CUNNINGHAME, LTD., — [882, 482, 1064, 494]
lot-item: 30 yearling steers — [843, 596, 902, 606]
corset-item: PRINCESS ENA CORSET—A medium length corset, high above the waist line, well-boned with real whalebone, suspenders attached to hips, grey, 4s 11d. — [845, 110, 1101, 141]
cast-row — [560, 1396, 689, 1406]
mission-subheading: ALL SAINTS' FOXTON. — [581, 1024, 668, 1034]
article-paragraph: The converting of the old Flax Station at Sanson into a coal depot has been completed and an extra supply of coal had been stored there. — [560, 154, 689, 195]
lot-list — [837, 586, 970, 885]
corset-item: A VERY STRONG CORSET—Medium length, well-boned, grey, 3s 6d. — [853, 100, 1095, 110]
corset-item: DUCHESS CORSET—A very strong corset, suitable for stout figures, fitted with whalebone, suspenders attached in front. Price 8s 11d. — [845, 275, 1101, 295]
corset-item: C. & C. CELEBRATED CORSET—This model is specially designed to meet the requirements of a stout figure, it is cut low above the waist line, and has a firm webbing belt attached. Price 9s 11d. O.S. sizes 11s 6d. — [845, 347, 1101, 378]
section-rule — [560, 1256, 689, 1257]
corset-item: THE NELLIE STEWART CORSET—A most comfortable fitting model in grey and white coutille, low above the waist line, and comes well down over the hips, suspenders attached to hips and front, 7s 6d. — [845, 203, 1101, 234]
